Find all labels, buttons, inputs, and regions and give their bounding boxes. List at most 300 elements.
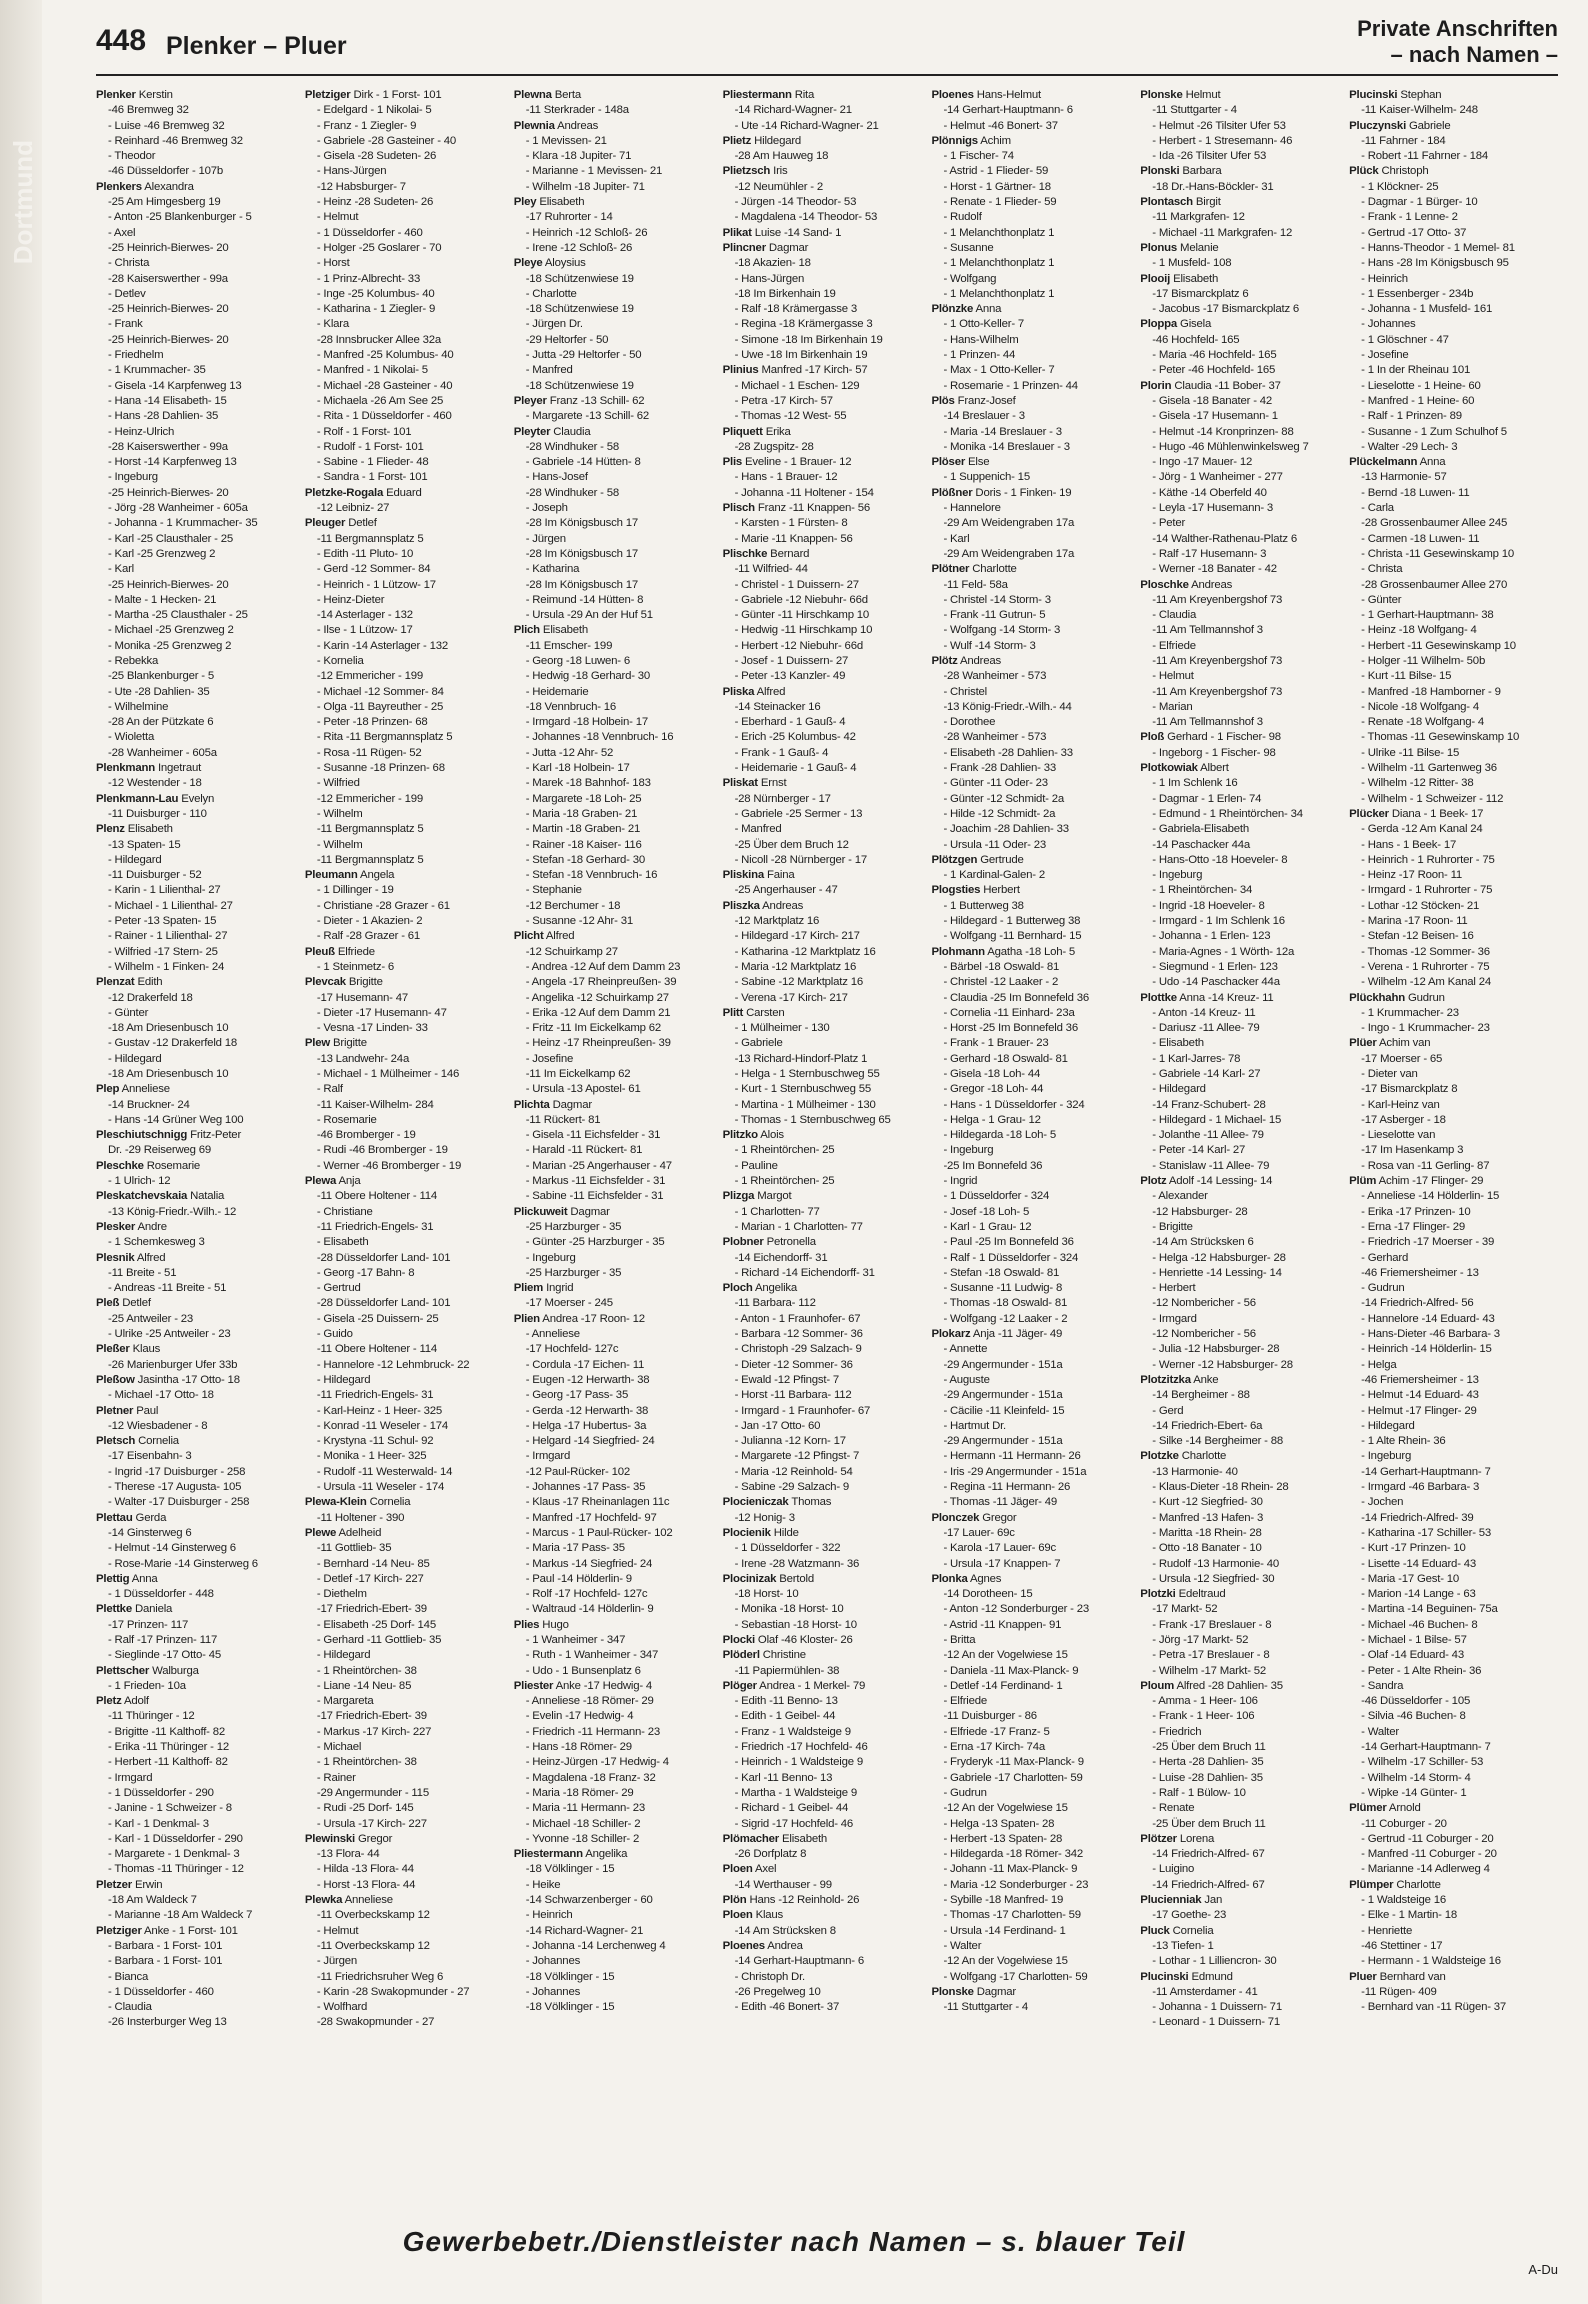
entry-text: -11 Duisburger - 110 [108, 807, 207, 820]
directory-entry-line [96, 868, 299, 883]
entry-text: Christine [762, 1649, 806, 1662]
directory-entry-line [1140, 1036, 1343, 1051]
entry-text: Kerstin [138, 89, 173, 101]
directory-entry-line [1140, 1847, 1343, 1862]
directory-entry-line [514, 914, 717, 929]
directory-entry-line [305, 1878, 508, 1893]
directory-entry-line [723, 287, 926, 302]
entry-text: - Helmut -26 Tilsiter Ufer 53 [1152, 119, 1286, 132]
directory-entry-line [1140, 119, 1343, 134]
directory-entry-line [305, 623, 508, 638]
directory-entry-head [96, 1404, 299, 1419]
directory-entry-line [96, 715, 299, 730]
entry-text: - Heidemarie - 1 Gauß- 4 [734, 762, 857, 775]
directory-entry-line [723, 669, 926, 684]
directory-entry-line [514, 1939, 717, 1954]
directory-entry-line [514, 654, 717, 669]
directory-entry-line [305, 501, 508, 516]
directory-entry-line [305, 746, 508, 761]
directory-entry-line [305, 1939, 508, 1954]
directory-entry-line [305, 1312, 508, 1327]
entry-text: Cornelia [138, 1435, 179, 1448]
entry-text: - Frank - 1 Gauß- 4 [734, 746, 829, 759]
entry-text: -12 Neumühler - 2 [734, 180, 823, 193]
directory-entry-line [514, 1006, 717, 1021]
entry-text: - Hans -28 Dahlien- 35 [108, 410, 219, 423]
entry-text: Franz -11 Knappen- 56 [757, 502, 871, 515]
directory-entry-line [514, 272, 717, 287]
entry-text: - 1 In der Rheinau 101 [1361, 364, 1471, 377]
directory-entry-line [1140, 1817, 1343, 1832]
directory-entry-line [931, 1021, 1134, 1036]
entry-text: - Johannes -18 Vennbruch- 16 [525, 731, 674, 744]
entry-text: - Fryderyk -11 Max-Planck- 9 [943, 1756, 1084, 1769]
directory-entry-line [305, 1985, 508, 2000]
entry-text: - Rudolf -13 Harmonie- 40 [1152, 1557, 1279, 1570]
entry-text: - Monika -25 Grenzweg 2 [108, 639, 232, 652]
entry-text: - Marianne -18 Am Waldeck 7 [108, 1909, 253, 1922]
entry-text: -12 Nombericher - 56 [1152, 1328, 1256, 1341]
entry-text: -12 Westender - 18 [108, 777, 202, 790]
entry-text: -17 Moerser - 245 [525, 1297, 613, 1310]
directory-entry-line [1349, 914, 1552, 929]
directory-entry-line [514, 317, 717, 332]
entry-text: Bertold [779, 1572, 814, 1585]
entry-text: Elisabeth [127, 823, 173, 836]
directory-entry-line [723, 1021, 926, 1036]
directory-entry-line [96, 1205, 299, 1220]
directory-entry-line [305, 991, 508, 1006]
directory-entry-line [96, 700, 299, 715]
entry-text: - Rosemarie [316, 1113, 377, 1126]
entry-text: -12 Habsburger- 28 [1152, 1205, 1248, 1218]
entry-text: Aloysius [544, 257, 586, 270]
entry-text: - Ralf [316, 1083, 343, 1096]
entry-text: - Rainer -18 Kaiser- 116 [525, 838, 642, 851]
directory-entry-line [305, 807, 508, 822]
directory-entry-line [1140, 1908, 1343, 1923]
entry-text: - Sieglinde -17 Otto- 45 [108, 1649, 221, 1662]
entry-text: - Gisela -18 Loh- 44 [943, 1068, 1041, 1080]
entry-text: - 1 Krummacher- 35 [108, 364, 206, 377]
entry-text: - Edelgard - 1 Nikolai- 5 [316, 104, 432, 117]
entry-text: - Johannes [525, 1985, 581, 1998]
directory-entry-line [514, 700, 717, 715]
directory-entry-line [305, 1449, 508, 1464]
entry-text: - Christoph Dr. [734, 1970, 806, 1983]
entry-text: -46 Bremweg 32 [108, 104, 189, 117]
entry-text: -13 Harmonie- 40 [1152, 1465, 1238, 1478]
entry-text: - Gudrun [943, 1786, 987, 1799]
entry-text: - Johann -11 Max-Planck- 9 [943, 1863, 1078, 1876]
footer-code: A-Du [1528, 2262, 1558, 2277]
entry-text: - Klaus -17 Rheinanlagen 11c [525, 1496, 670, 1509]
entry-text: - Helga -12 Habsburger- 28 [1152, 1251, 1286, 1264]
entry-text: -11 Im Eickelkamp 62 [525, 1068, 631, 1080]
directory-entry-line [96, 1817, 299, 1832]
directory-entry-line [1349, 425, 1552, 440]
directory-entry-line [723, 532, 926, 547]
directory-entry-line [96, 1098, 299, 1113]
directory-entry-line [723, 1052, 926, 1067]
entry-text: - Marian [1152, 700, 1193, 713]
entry-surname: Pliska [722, 685, 755, 698]
directory-entry-line [1349, 226, 1552, 241]
entry-text: - Anneliese -18 Römer- 29 [525, 1695, 654, 1708]
entry-text: - Gisela -11 Eichsfelder - 31 [525, 1129, 661, 1142]
entry-text: - Heinz-Dieter [316, 593, 385, 606]
directory-entry-line [723, 608, 926, 623]
entry-text: -12 Drakerfeld 18 [108, 991, 193, 1004]
directory-entry-line [305, 1434, 508, 1449]
directory-entry-line [96, 501, 299, 516]
entry-text: - Herbert -11 Kalthoff- 82 [108, 1756, 228, 1769]
entry-surname: Pleschke [96, 1159, 144, 1172]
directory-entry-line [514, 1404, 717, 1419]
directory-entry-head [305, 868, 508, 883]
directory-entry-line [931, 1694, 1134, 1709]
entry-text: - Peter -13 Spaten- 15 [108, 915, 217, 928]
directory-entry-line [514, 1755, 717, 1770]
entry-text: -28 Wanheimer - 605a [108, 746, 217, 759]
entry-text: Evelyn [181, 792, 215, 805]
entry-text: - Hedwig -11 Hirschkamp 10 [734, 624, 873, 637]
entry-text: - Paul -25 Im Bonnefeld 36 [943, 1236, 1074, 1249]
entry-text: - Thomas -18 Oswald- 81 [943, 1297, 1068, 1310]
directory-entry-line [96, 272, 299, 287]
directory-entry-line [305, 1006, 508, 1021]
directory-entry-line [514, 1449, 717, 1464]
directory-entry-line [96, 1480, 299, 1495]
entry-text: - 1 Fischer- 74 [943, 150, 1014, 163]
directory-entry-line [514, 1526, 717, 1541]
entry-text: -11 Obere Holtener - 114 [316, 1343, 437, 1356]
entry-surname: Pleuger [304, 517, 346, 530]
entry-text: Alfred [545, 930, 575, 943]
directory-entry-line [305, 409, 508, 424]
entry-surname: Plich [513, 624, 540, 637]
entry-text: - 1 Düsseldorfer - 460 [316, 226, 423, 239]
entry-text: - Maria -17 Gest- 10 [1361, 1572, 1460, 1585]
entry-text: -11 Stuttgarter - 4 [1152, 104, 1237, 117]
entry-text: -46 Bromberger - 19 [316, 1129, 416, 1142]
entry-text: - Michael -28 Gasteiner - 40 [316, 379, 453, 392]
entry-text: - Renate -18 Wolfgang- 4 [1361, 716, 1485, 729]
directory-entry-line [1349, 1862, 1552, 1877]
entry-surname: Plis [722, 456, 743, 469]
directory-entry-line [1349, 302, 1552, 317]
entry-text: Carsten [746, 1006, 785, 1019]
entry-text: - Jörg - 1 Wanheimer - 277 [1152, 471, 1283, 484]
directory-entry-head [931, 1327, 1134, 1342]
entry-text: Andreas [762, 899, 804, 912]
entry-text: - 1 Prinzen- 44 [943, 349, 1016, 362]
entry-text: - Magdalena -14 Theodor- 53 [734, 211, 878, 224]
entry-text: Andreas [960, 654, 1002, 667]
entry-surname: Plokarz [931, 1328, 971, 1341]
directory-entry-line [1349, 1327, 1552, 1342]
directory-entry-line [96, 1740, 299, 1755]
entry-text: - Karin -14 Asterlager - 132 [316, 639, 449, 652]
entry-text: -13 König-Friedr.-Wilh.- 44 [943, 700, 1072, 713]
directory-entry-line [931, 501, 1134, 516]
entry-text: -12 Schuirkamp 27 [525, 945, 618, 958]
directory-entry-head [1349, 991, 1552, 1006]
entry-surname: Ploum [1140, 1679, 1175, 1692]
entry-text: - Günter [108, 1006, 149, 1019]
entry-text: - Hans-Josef [525, 471, 588, 484]
directory-entry-line [514, 1817, 717, 1832]
directory-entry-line [514, 302, 717, 317]
entry-text: - Gerd -12 Sommer- 84 [316, 563, 431, 576]
directory-entry-line [931, 409, 1134, 424]
directory-entry-head [1140, 195, 1343, 210]
directory-entry-head [931, 1511, 1134, 1526]
entry-text: -11 Gottlieb- 35 [316, 1542, 392, 1555]
entry-text: -17 Ruhrorter - 14 [525, 211, 613, 224]
entry-text: Angela [360, 869, 395, 882]
entry-text: -29 Angermunder - 151a [943, 1358, 1063, 1371]
directory-entry-line [305, 1128, 508, 1143]
directory-entry-line [1140, 547, 1343, 562]
entry-text: - Leonard - 1 Duissern- 71 [1152, 2016, 1281, 2029]
directory-entry-line [1140, 639, 1343, 654]
entry-text: Brigitte [333, 1037, 367, 1050]
entry-text: - Edith -11 Benno- 13 [734, 1695, 838, 1708]
directory-entry-line [1140, 838, 1343, 853]
entry-text: - Irmgard - 1 Fraunhofer- 67 [734, 1404, 871, 1417]
directory-entry-line [1140, 929, 1343, 944]
entry-text: Alexandra [144, 180, 194, 193]
directory-entry-line [514, 1541, 717, 1556]
directory-entry-line [1349, 685, 1552, 700]
entry-text: - Ralf -17 Prinzen- 117 [108, 1633, 218, 1646]
directory-entry-line [931, 379, 1134, 394]
entry-text: - Heidemarie [525, 685, 589, 698]
directory-entry-line [931, 746, 1134, 761]
entry-text: - Gerd [1152, 1404, 1184, 1417]
directory-entry-line [1349, 1924, 1552, 1939]
entry-surname: Plettke [96, 1603, 132, 1616]
entry-text: -11 Wilfried- 44 [734, 563, 808, 576]
entry-surname: Plös [931, 394, 955, 407]
entry-text: - 1 Dillinger - 19 [316, 884, 394, 897]
entry-text: - Peter -14 Karl- 27 [1152, 1144, 1246, 1157]
entry-text: - Klara -18 Jupiter- 71 [525, 150, 632, 163]
entry-text: - 1 Düsseldorfer - 448 [108, 1588, 214, 1601]
entry-text: - Christel - 1 Duissern- 27 [734, 578, 859, 591]
entry-text: - Karl - 1 Düsseldorfer - 290 [108, 1832, 243, 1845]
directory-entry-line [305, 1602, 508, 1617]
directory-entry-line [96, 1954, 299, 1969]
directory-entry-line [96, 1113, 299, 1128]
entry-text: - Renate - 1 Flieder- 59 [943, 196, 1057, 209]
directory-column [96, 88, 305, 2218]
directory-entry-head [1140, 1832, 1343, 1847]
entry-text: - Thomas -17 Charlotten- 59 [943, 1909, 1081, 1922]
entry-text: Dagmar [552, 1098, 592, 1111]
directory-entry-head [723, 1908, 926, 1923]
entry-text: -11 Am Kreyenbergshof 73 [1152, 593, 1283, 606]
entry-text: - Günter -12 Schmidt- 2a [943, 792, 1064, 805]
entry-text: - Elfriede [943, 1695, 988, 1708]
entry-text: - Hilda -13 Flora- 44 [316, 1863, 414, 1876]
entry-text: - Hermann -11 Hermann- 26 [943, 1450, 1081, 1463]
entry-text: - Elisabeth -28 Dahlien- 33 [943, 746, 1073, 759]
directory-entry-line [931, 1862, 1134, 1877]
entry-text: -11 Markgrafen- 12 [1152, 211, 1245, 224]
directory-entry-line [305, 2015, 508, 2030]
entry-text: - Ulrike -11 Bilse- 15 [1361, 746, 1460, 759]
entry-text: -11 Thüringer - 12 [108, 1710, 195, 1723]
directory-entry-line [514, 1557, 717, 1572]
directory-entry-line [96, 853, 299, 868]
directory-entry-line [1349, 547, 1552, 562]
entry-text: - Helmut -14 Ginsterweg 6 [108, 1542, 236, 1555]
entry-text: - Christel -14 Storm- 3 [943, 593, 1051, 606]
directory-entry-line [1349, 1893, 1552, 1908]
entry-text: - Michael - 1 Mülheimer - 146 [316, 1068, 460, 1080]
entry-text: - Gabriele -14 Karl- 27 [1152, 1068, 1261, 1080]
entry-text: -28 Düsseldorfer Land- 101 [316, 1251, 451, 1264]
directory-entry-line [514, 287, 717, 302]
entry-text: - Gerda -12 Herwarth- 38 [525, 1404, 649, 1417]
directory-entry-head [723, 868, 926, 883]
entry-text: Dagmar [570, 1205, 610, 1218]
entry-text: - Heike [525, 1878, 561, 1891]
directory-entry-line [931, 1648, 1134, 1663]
directory-entry-line [305, 180, 508, 195]
directory-entry-line [305, 1694, 508, 1709]
directory-entry-head [723, 1495, 926, 1510]
entry-surname: Plückelmann [1349, 456, 1418, 469]
directory-entry-line [1140, 1098, 1343, 1113]
entry-text: - Georg -17 Pass- 35 [525, 1389, 629, 1402]
entry-text: - Gisela -28 Sudeten- 26 [316, 150, 437, 163]
entry-text: - Rolf - 1 Forst- 101 [316, 425, 412, 438]
entry-surname: Pluczynski [1349, 119, 1407, 132]
entry-text: - Irmgard - 1 Ruhrorter - 75 [1361, 884, 1493, 897]
directory-entry-line [305, 929, 508, 944]
entry-text: - Wioletta [108, 731, 155, 744]
directory-entry-line [1349, 1052, 1552, 1067]
entry-surname: Plotzitzka [1140, 1373, 1191, 1386]
edge-mark-text: Dortmund [8, 140, 38, 265]
entry-text: - Manfred [525, 364, 573, 377]
entry-text: - Irmgard -46 Barbara- 3 [1361, 1481, 1480, 1494]
entry-text: - Susanne [943, 241, 994, 254]
directory-entry-line [514, 807, 717, 822]
directory-entry-line [96, 363, 299, 378]
directory-entry-line [931, 1618, 1134, 1633]
directory-entry-line [96, 883, 299, 898]
directory-entry-head [723, 1281, 926, 1296]
directory-entry-head [96, 822, 299, 837]
entry-text: - Elfriede [1152, 639, 1196, 652]
directory-entry-line [514, 1985, 717, 2000]
entry-text: Andre [137, 1220, 167, 1233]
directory-entry-head [723, 1648, 926, 1663]
directory-entry-line [514, 1113, 717, 1128]
entry-text: - Hildegarda -18 Römer- 342 [943, 1848, 1084, 1861]
entry-text: - Diethelm [316, 1588, 367, 1601]
entry-text: - Joachim -28 Dahlien- 33 [943, 823, 1069, 836]
directory-entry-line [514, 348, 717, 363]
entry-text: - Helmut [316, 1924, 359, 1937]
entry-text: Gerda [135, 1511, 167, 1524]
entry-text: - Erich -25 Kolumbus- 42 [734, 731, 856, 744]
entry-text: - Sabine -29 Salzach- 9 [734, 1481, 850, 1494]
directory-entry-head [1140, 379, 1343, 394]
directory-entry-line [305, 1786, 508, 1801]
directory-entry-line [723, 1771, 926, 1786]
entry-text: Claudia -11 Bober- 37 [1174, 379, 1281, 392]
entry-text: -11 Holtener - 390 [316, 1511, 405, 1524]
entry-text: - Heinz-Jürgen -17 Hedwig- 4 [525, 1756, 669, 1769]
directory-entry-line [723, 1954, 926, 1969]
entry-text: - Wilhelm -17 Schiller- 53 [1361, 1756, 1484, 1769]
directory-entry-line [931, 1970, 1134, 1985]
directory-entry-line [96, 486, 299, 501]
entry-text: - Bärbel -18 Oswald- 81 [943, 960, 1060, 973]
directory-entry-line [514, 501, 717, 516]
directory-entry-line [514, 792, 717, 807]
directory-entry-head [931, 883, 1134, 898]
directory-entry-line [96, 547, 299, 562]
directory-entry-line [514, 1709, 717, 1724]
entry-text: - Angelika -12 Schuirkamp 27 [525, 991, 669, 1004]
entry-text: - Markus -14 Siegfried- 24 [525, 1557, 653, 1570]
entry-text: - Wulf -14 Storm- 3 [943, 639, 1036, 652]
entry-text: Agatha -18 Loh- 5 [987, 945, 1076, 958]
entry-text: - Maria -46 Hochfeld- 165 [1152, 349, 1277, 362]
entry-surname: Plück [1349, 165, 1379, 178]
directory-entry-head [723, 455, 926, 470]
entry-text: - Rose-Marie -14 Ginsterweg 6 [108, 1557, 258, 1570]
entry-text: -12 Habsburger- 7 [316, 180, 406, 193]
entry-text: - Jochen [1361, 1496, 1404, 1509]
directory-entry-line [514, 1266, 717, 1281]
directory-entry-line [514, 516, 717, 531]
directory-entry-line [96, 333, 299, 348]
directory-entry-line [723, 440, 926, 455]
entry-text: - Janine - 1 Schweizer - 8 [108, 1802, 232, 1815]
directory-entry-head [305, 1495, 508, 1510]
entry-surname: Plicht [513, 930, 544, 943]
directory-entry-line [514, 562, 717, 577]
directory-entry-line [723, 1434, 926, 1449]
entry-text: - Hedwig -18 Gerhard- 30 [525, 670, 651, 683]
entry-text: - Gregor -18 Loh- 44 [943, 1083, 1044, 1096]
entry-surname: Pliskina [722, 869, 765, 882]
entry-surname: Pliestermann [513, 1848, 583, 1861]
entry-text: Klaus [755, 1909, 784, 1922]
directory-entry-line [723, 394, 926, 409]
directory-entry-line [305, 1235, 508, 1250]
entry-text: Gisela [1180, 318, 1212, 331]
directory-entry-line [305, 455, 508, 470]
entry-text: -28 Windhuker - 58 [525, 486, 619, 499]
entry-text: - Ralf - 1 Düsseldorfer - 324 [943, 1251, 1079, 1264]
entry-text: - Ida -26 Tilsiter Ufer 53 [1152, 150, 1267, 163]
directory-entry-line [1349, 317, 1552, 332]
entry-text: - Krystyna -11 Schul- 92 [316, 1435, 434, 1448]
entry-text: - Karl -18 Holbein- 17 [525, 762, 630, 775]
directory-entry-line [96, 1939, 299, 1954]
directory-entry-line [305, 1740, 508, 1755]
directory-entry-line [723, 1878, 926, 1893]
directory-entry-line [1140, 1021, 1343, 1036]
